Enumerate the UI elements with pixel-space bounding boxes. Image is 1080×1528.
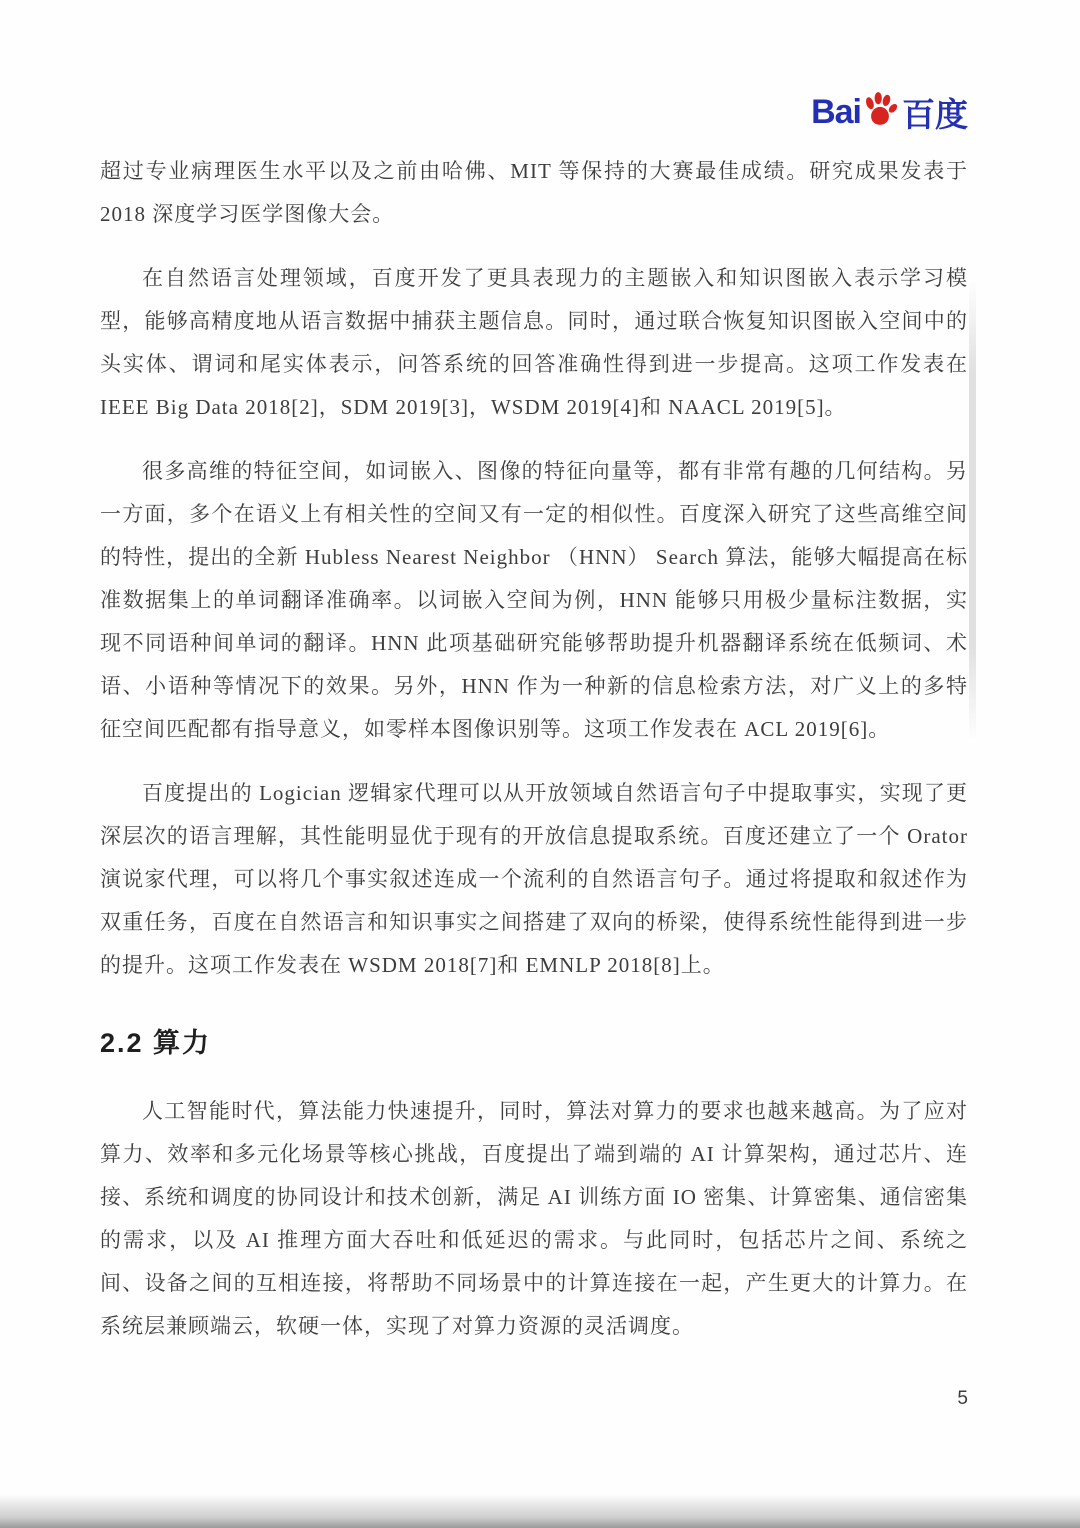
paragraph-5: 人工智能时代，算法能力快速提升，同时，算法对算力的要求也越来越高。为了应对算力、效率和多元化场景等核心挑战，百度提出了端到端的 AI 计算架构，通过芯片、连接、系统和调度的协同设计和技术创新，满足 AI 训练方面 IO 密集、计算密集、通信密集的需求，以及 AI 推理方面大吞吐和低延迟的需求。与此同时，包括芯片之间、系统之间、设备之间的互相连接，将帮助不同场景中的计算连接在一起，产生更大的计算力。在系统层兼顾端云，软硬一体，实现了对算力资源的灵活调度。 [100, 1099, 968, 1338]
paragraph-4: 百度提出的 Logician 逻辑家代理可以从开放领域自然语言句子中提取事实，实现了更深层次的语言理解，其性能明显优于现有的开放信息提取系统。百度还建立了一个 Orator 演说家代理，可以将几个事实叙述连成一个流利的自然语言句子。通过将提取和叙述作为双重任务，百度在自然语言和知识事实之间搭建了双向的桥梁，使得系统性能得到进一步的提升。这项工作发表在 WSDM 2018[7]和 EMNLP 2018[8]上。 [100, 781, 968, 977]
section-heading-computing-power: 2.2 算力 [100, 1028, 212, 1058]
logo-text-cn: 百度 [902, 95, 968, 133]
paw-icon [862, 90, 898, 128]
logo-text-latin: Bai [811, 92, 861, 131]
document-body [100, 150, 968, 1369]
scan-artifact-right [969, 280, 976, 740]
paragraph-1: 超过专业病理医生水平以及之前由哈佛、MIT 等保持的大赛最佳成绩。研究成果发表于 2018 深度学习医学图像大会。 [100, 159, 968, 226]
page-number: 5 [957, 1388, 968, 1409]
scan-artifact-bottom [0, 1494, 1080, 1528]
baidu-logo [811, 90, 968, 134]
paragraph-3: 很多高维的特征空间，如词嵌入、图像的特征向量等，都有非常有趣的几何结构。另一方面，多个在语义上有相关性的空间又有一定的相似性。百度深入研究了这些高维空间的特性，提出的全新 Hubless Nearest Neighbor （HNN） Search 算法，能够大幅提高在标准数据集上的单词翻译准确率。以词嵌入空间为例，HNN 能够只用极少量标注数据，实现不同语种间单词的翻译。HNN 此项基础研究能够帮助提升机器翻译系统在低频词、术语、小语种等情况下的效果。另外，HNN 作为一种新的信息检索方法，对广义上的多特征空间匹配都有指导意义，如零样本图像识别等。这项工作发表在 ACL 2019[6]。 [100, 459, 968, 741]
paragraph-2: 在自然语言处理领域，百度开发了更具表现力的主题嵌入和知识图嵌入表示学习模型，能够高精度地从语言数据中捕获主题信息。同时，通过联合恢复知识图嵌入空间中的头实体、谓词和尾实体表示，问答系统的回答准确性得到进一步提高。这项工作发表在 IEEE Big Data 2018[2]，SDM 2019[3]，WSDM 2019[4]和 NAACL 2019[5]。 [100, 266, 968, 419]
